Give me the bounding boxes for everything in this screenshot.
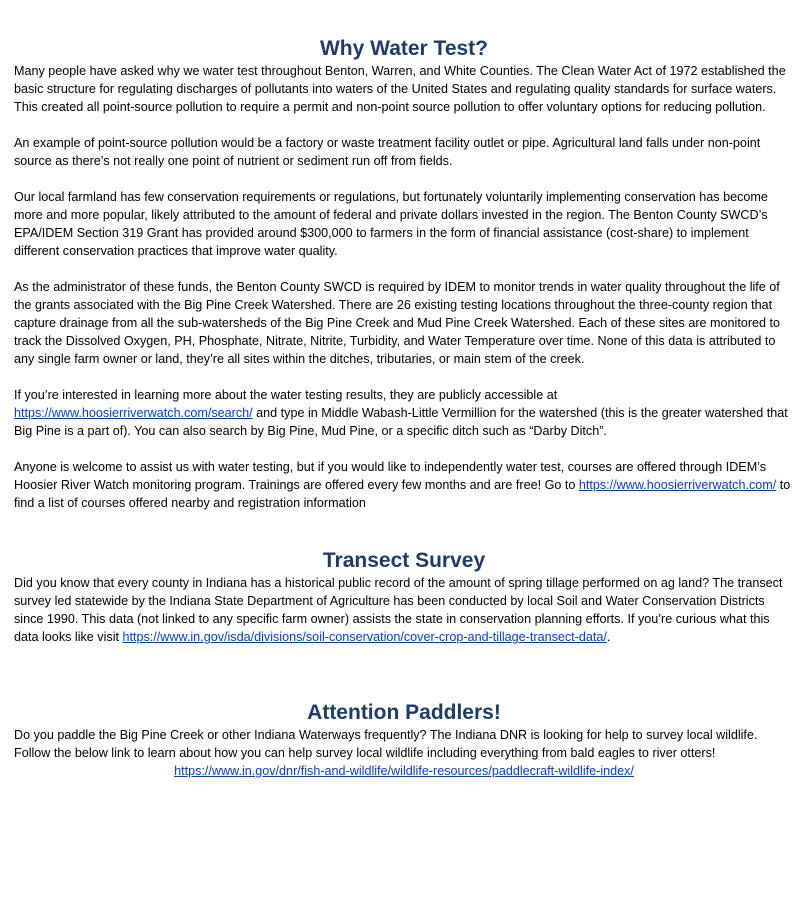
paragraph-assist-testing <box>14 458 794 512</box>
link-hoosier-search[interactable]: https://www.hoosierriverwatch.com/search/ <box>14 406 253 420</box>
text-assist-after: to find a list of courses offered nearby and registration information <box>14 478 791 510</box>
text-transect-before: Did you know that every county in Indiana has a historical public record of the amount of spring tillage performed on ag land? The transect survey led statewide by the Indiana State Department of Agriculture has been conducted by local Soil and Water Conservation Districts since 1990. This data (not linked to any specific farm owner) assists the state in conservation planning efforts. If you’re curious what this data looks like visit <box>14 576 783 644</box>
heading-attention-paddlers: Attention Paddlers! <box>307 701 501 724</box>
paragraph-administrator-funds: As the administrator of these funds, the Benton County SWCD is required by IDEM to monitor trends in water quality throughout the life of the grants associated with the Big Pine Creek Watershed. There are 26 existing testing locations throughout the three-county region that capture drainage from all the sub-watersheds of the Big Pine Creek and Mud Pine Creek Watershed. Each of these sites are monitored to track the Dissolved Oxygen, PH, Phosphate, Nitrate, Nitrite, Turbidity, and Water Temperature over time. None of this data is attributed to any single farm owner or land, they’re all sites within the ditches, tributaries, or main stem of the creek. <box>14 280 781 366</box>
paragraph-local-farmland: Our local farmland has few conservation requirements or regulations, but fortunately voluntarily implementing conservation has become more and more popular, likely attributed to the amount of federal and private dollars invested in the region. The Benton County SWCD’s EPA/IDEM Section 319 Grant has provided around $300,000 to farmers in the form of financial assistance (cost-share) to implement different conservation practices that improve water quality. <box>14 190 768 258</box>
link-transect-data[interactable]: https://www.in.gov/isda/divisions/soil-conservation/cover-crop-and-tillage-transect-data/ <box>122 630 607 644</box>
text-results-before: If you’re interested in learning more about the water testing results, they are publicly accessible at <box>14 388 558 402</box>
paragraph-point-source-example: An example of point-source pollution would be a factory or waste treatment facility outlet or pipe. Agricultural land falls under non-point source as there’s not really one point of nutrient or sediment run off from fields. <box>14 136 761 168</box>
paragraph-paddlers: Do you paddle the Big Pine Creek or other Indiana Waterways frequently? The Indiana DNR is looking for help to survey local wildlife. Follow the below link to learn about how you can help survey local wildlife including everything from bald eagles to river otters! <box>14 728 758 760</box>
paragraph-transect-survey <box>14 574 794 646</box>
heading-transect-survey: Transect Survey <box>322 549 486 572</box>
paragraph-water-testing-results <box>14 386 794 440</box>
paragraph-clean-water-act: Many people have asked why we water test throughout Benton, Warren, and White Counties. The Clean Water Act of 1972 established the basic structure for regulating discharges of pollutants into waters of the United States and regulating quality standards for surface waters. This created all point-source pollution to require a permit and non-point source pollution to offer voluntary options for reducing pollution. <box>14 64 786 114</box>
text-results-after: and type in Middle Wabash-Little Vermillion for the watershed (this is the greater watershed that Big Pine is a part of). You can also search by Big Pine, Mud Pine, or a specific ditch such as “Darby Ditch”. <box>14 406 788 438</box>
document-page <box>14 36 794 780</box>
link-paddlecraft-index[interactable]: https://www.in.gov/dnr/fish-and-wildlife/wildlife-resources/paddlecraft-wildlife-index/ <box>174 764 634 778</box>
paddlecraft-link-line <box>14 762 794 780</box>
text-assist-before: Anyone is welcome to assist us with water testing, but if you would like to independently water test, courses are offered through IDEM’s Hoosier River Watch monitoring program. Trainings are offered every few months and are free! Go to <box>14 460 767 492</box>
heading-why-water-test: Why Water Test? <box>319 37 488 60</box>
text-transect-after: . <box>606 630 611 644</box>
link-hoosier-home[interactable]: https://www.hoosierriverwatch.com/ <box>578 478 777 492</box>
